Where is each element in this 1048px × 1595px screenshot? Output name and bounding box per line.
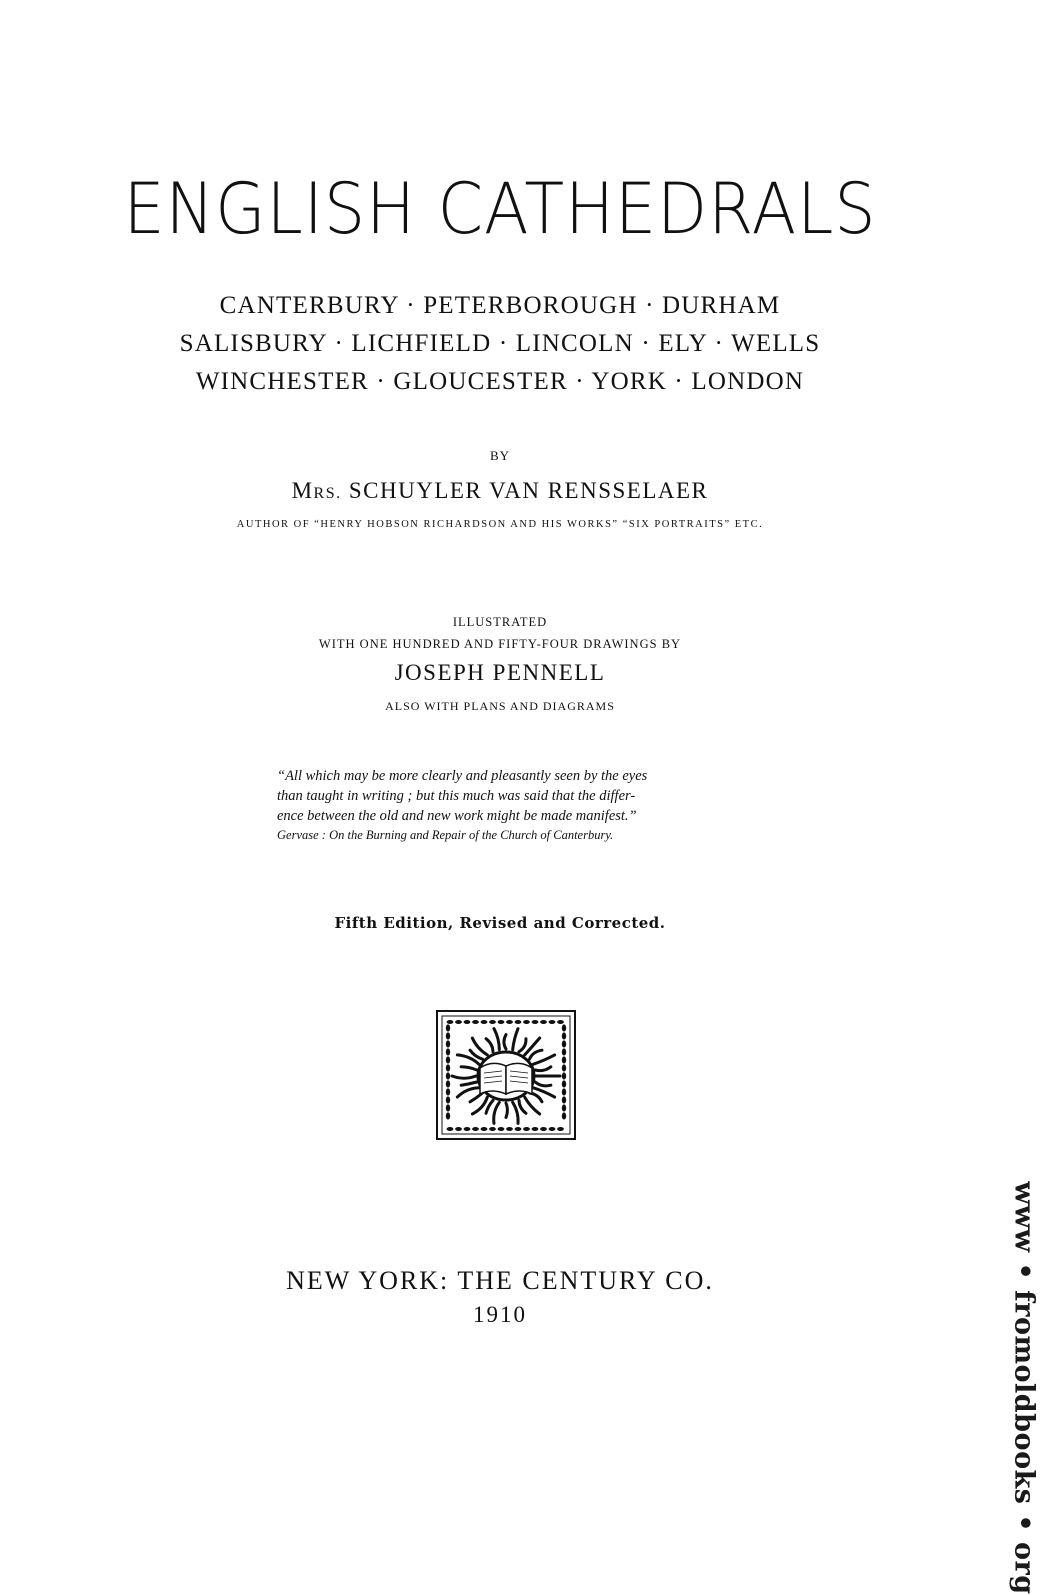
- wreath-leaf: [446, 1096, 450, 1103]
- sun-ray: [525, 1097, 540, 1114]
- wreath-leaf: [515, 1127, 522, 1131]
- author-surname: SCHUYLER VAN RENSSELAER: [348, 478, 709, 503]
- wreath-leaf: [506, 1020, 513, 1024]
- sun-ray: [461, 1082, 477, 1085]
- wreath-leaf: [523, 1127, 530, 1131]
- wreath-leaf: [562, 1072, 566, 1079]
- wreath-leaf: [489, 1020, 496, 1024]
- wreath-leaf: [562, 1112, 566, 1119]
- sun-ray: [535, 1067, 551, 1071]
- wreath-leaf: [447, 1020, 454, 1024]
- wreath-leaf: [446, 1064, 450, 1071]
- wreath-leaf: [549, 1020, 556, 1024]
- sun-ray: [513, 1102, 518, 1123]
- wreath-leaf: [455, 1127, 462, 1131]
- wreath-leaf: [498, 1127, 505, 1131]
- wreath-leaf: [557, 1020, 564, 1024]
- publication-year: 1910: [473, 1302, 527, 1327]
- illustrated-label: ILLUSTRATED: [452, 615, 548, 629]
- wreath-leaf: [562, 1104, 566, 1111]
- wreath-leaf: [557, 1127, 564, 1131]
- cathedral-list-line-3: WINCHESTER · GLOUCESTER · YORK · LONDON: [195, 368, 805, 395]
- wreath-leaf: [447, 1127, 454, 1131]
- wreath-leaf: [562, 1024, 566, 1031]
- wreath-leaf: [446, 1112, 450, 1119]
- author-prefix-small: RS.: [313, 485, 342, 502]
- wreath-leaf: [446, 1088, 450, 1095]
- wreath-leaf: [562, 1056, 566, 1063]
- edition-statement: Fifth Edition, Revised and Corrected.: [334, 914, 666, 932]
- wreath-leaf: [446, 1040, 450, 1047]
- wreath-leaf: [446, 1048, 450, 1055]
- wreath-leaf: [549, 1127, 556, 1131]
- wreath-leaf: [472, 1127, 479, 1131]
- sun-ray: [452, 1076, 476, 1078]
- sun-ray: [529, 1050, 542, 1059]
- sun-ray: [457, 1088, 479, 1097]
- sun-ray: [504, 1035, 506, 1049]
- sun-ray: [461, 1067, 477, 1070]
- wreath-leaf: [446, 1080, 450, 1087]
- publisher-imprint: NEW YORK: THE CENTURY CO.: [286, 1266, 714, 1295]
- wreath-leaf: [446, 1032, 450, 1039]
- sun-ray: [472, 1038, 487, 1055]
- wreath-leaf: [464, 1020, 471, 1024]
- sun-ray: [486, 1100, 493, 1113]
- wreath-leaf: [532, 1127, 539, 1131]
- wreath-leaf: [455, 1020, 462, 1024]
- wreath-leaf: [515, 1020, 522, 1024]
- book-title: ENGLISH CATHEDRALS: [123, 168, 877, 250]
- epigraph-line-3: ence between the old and new work might be made manifest.”: [277, 808, 637, 824]
- sun-ray: [506, 1103, 507, 1117]
- drawings-count-line: WITH ONE HUNDRED AND FIFTY-FOUR DRAWINGS BY: [318, 637, 682, 651]
- wreath-leaf: [523, 1020, 530, 1024]
- wreath-leaf: [464, 1127, 471, 1131]
- wreath-leaf: [472, 1020, 479, 1024]
- wreath-leaf: [446, 1056, 450, 1063]
- cathedral-list-line-2: SALISBURY · LICHFIELD · LINCOLN · ELY · WELLS: [179, 330, 821, 357]
- wreath-leaf: [498, 1020, 505, 1024]
- epigraph-attribution: Gervase : On the Burning and Repair of the Church of Canterbury.: [277, 828, 614, 842]
- wreath-leaf: [446, 1024, 450, 1031]
- author-name: [0, 478, 1000, 504]
- cathedral-list-line-1: CANTERBURY · PETERBOROUGH · DURHAM: [219, 292, 781, 319]
- wreath-leaf: [562, 1064, 566, 1071]
- wreath-leaf: [489, 1127, 496, 1131]
- wreath-leaf: [532, 1020, 539, 1024]
- wreath-leaf: [540, 1127, 547, 1131]
- epigraph-line-1: “All which may be more clearly and pleasantly seen by the eyes: [277, 768, 648, 784]
- sun-ray: [494, 1029, 499, 1050]
- sun-ray: [494, 1102, 500, 1123]
- wreath-leaf: [446, 1072, 450, 1079]
- wreath-leaf: [562, 1096, 566, 1103]
- sun-ray: [533, 1055, 555, 1064]
- illustrator-name: JOSEPH PENNELL: [394, 660, 606, 685]
- author-credits: AUTHOR OF “HENRY HOBSON RICHARDSON AND HIS WORKS” “SIX PORTRAITS” ETC.: [236, 519, 764, 530]
- wreath-leaf: [562, 1032, 566, 1039]
- by-label: BY: [489, 448, 511, 463]
- sun-ray: [513, 1029, 518, 1050]
- wreath-leaf: [481, 1020, 488, 1024]
- sun-book-emblem-icon: [434, 1008, 578, 1144]
- wreath-leaf: [562, 1088, 566, 1095]
- sun-ray: [519, 1100, 526, 1113]
- wreath-leaf: [562, 1040, 566, 1047]
- wreath-leaf: [506, 1127, 513, 1131]
- watermark-text: www • fromoldbooks • org: [1008, 1181, 1040, 1595]
- wreath-leaf: [562, 1048, 566, 1055]
- sun-ray: [519, 1039, 526, 1052]
- wreath-leaf: [481, 1127, 488, 1131]
- author-prefix-cap: M: [291, 478, 314, 503]
- sun-ray: [535, 1082, 551, 1086]
- epigraph-line-2: than taught in writing ; but this much was said that the differ-: [277, 788, 636, 804]
- wreath-leaf: [446, 1104, 450, 1111]
- wreath-leaf: [562, 1080, 566, 1087]
- sun-ray: [486, 1039, 493, 1052]
- plans-diagrams-line: ALSO WITH PLANS AND DIAGRAMS: [385, 699, 615, 713]
- wreath-leaf: [540, 1020, 547, 1024]
